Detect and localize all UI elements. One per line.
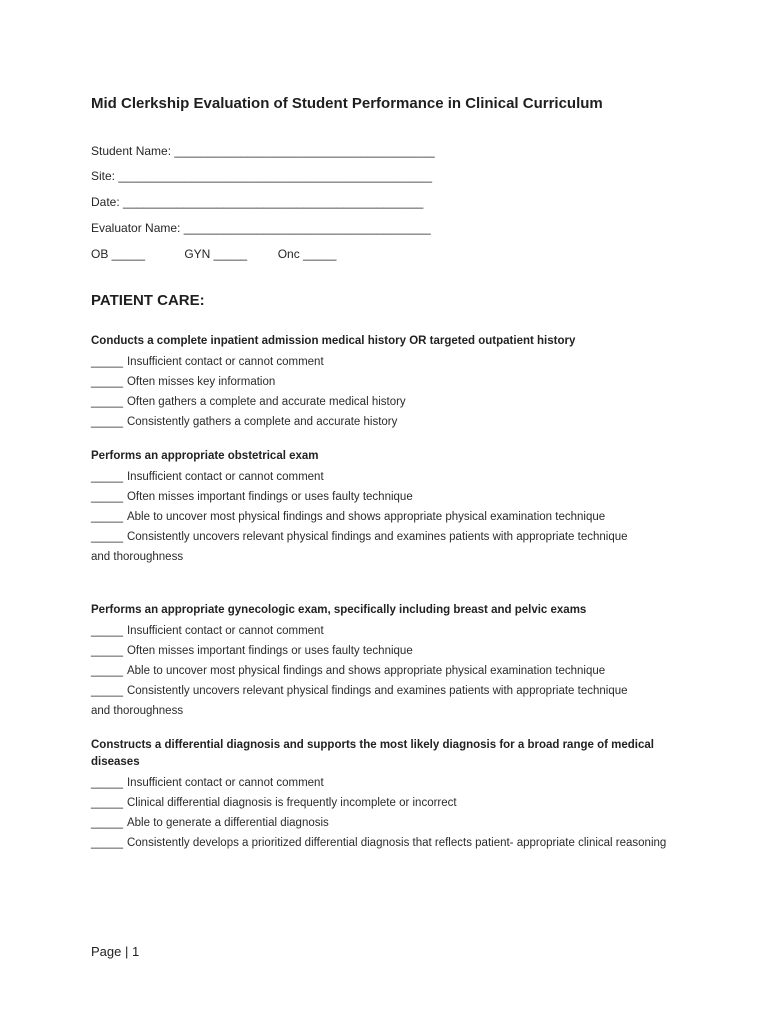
answer-blank[interactable]: _____	[91, 471, 123, 483]
site-label: Site:	[91, 169, 116, 183]
answer-text: Insufficient contact or cannot comment	[126, 625, 324, 637]
answer-option[interactable]	[91, 372, 691, 392]
answer-text: Consistently develops a prioritized differential diagnosis that reflects patient- appropriate clinical reasoning	[126, 837, 667, 849]
answer-blank[interactable]: _____	[91, 645, 123, 657]
answer-blank[interactable]: _____	[91, 797, 123, 809]
answer-option[interactable]	[91, 773, 691, 793]
answer-option[interactable]	[91, 392, 691, 412]
answer-text: Often misses key information	[126, 376, 276, 388]
answer-text: Insufficient contact or cannot comment	[126, 777, 324, 789]
site-blank[interactable]: _______________________________________________	[118, 169, 433, 183]
answer-blank[interactable]: _____	[91, 837, 123, 849]
answer-text: Insufficient contact or cannot comment	[126, 471, 324, 483]
question-obstetrical-exam	[91, 448, 691, 567]
answer-blank[interactable]: _____	[91, 356, 123, 368]
date-label: Date:	[91, 195, 120, 209]
answer-text: Often misses important findings or uses faulty technique	[126, 491, 413, 503]
answer-text: Clinical differential diagnosis is frequently incomplete or incorrect	[126, 797, 457, 809]
student-name-label: Student Name:	[91, 144, 172, 158]
question-differential-diagnosis	[91, 737, 691, 853]
rotation-ob[interactable]: OB _____	[91, 247, 146, 261]
question-title: Conducts a complete inpatient admission medical history OR targeted outpatient history	[91, 335, 576, 347]
site-field[interactable]	[91, 169, 432, 183]
answer-text: Often gathers a complete and accurate medical history	[126, 396, 406, 408]
answer-blank[interactable]: _____	[91, 376, 123, 388]
question-title: Performs an appropriate obstetrical exam	[91, 450, 319, 462]
rotation-onc[interactable]: Onc _____	[277, 247, 337, 261]
answer-text: Consistently gathers a complete and accurate history	[126, 416, 398, 428]
answer-text: Consistently uncovers relevant physical findings and examines patients with appropriate technique and thoroughness	[91, 531, 628, 563]
student-name-field[interactable]	[91, 144, 435, 158]
answer-option[interactable]	[91, 833, 681, 853]
date-blank[interactable]: _____________________________________________	[123, 195, 424, 209]
answer-option[interactable]	[91, 412, 691, 432]
answer-option[interactable]	[91, 527, 631, 567]
answer-blank[interactable]: _____	[91, 416, 123, 428]
answer-text: Consistently uncovers relevant physical findings and examines patients with appropriate technique and thoroughness	[91, 685, 628, 717]
answer-option[interactable]	[91, 352, 691, 372]
question-gynecologic-exam	[91, 602, 691, 721]
rotation-gyn[interactable]: GYN _____	[184, 247, 248, 261]
answer-blank[interactable]: _____	[91, 685, 123, 697]
answer-option[interactable]	[91, 467, 691, 487]
page-number: Page | 1	[91, 944, 140, 959]
answer-option[interactable]	[91, 641, 691, 661]
answer-text: Able to generate a differential diagnosis	[126, 817, 329, 829]
answer-blank[interactable]: _____	[91, 665, 123, 677]
answer-blank[interactable]: _____	[91, 777, 123, 789]
answer-option[interactable]	[91, 793, 691, 813]
answer-text: Insufficient contact or cannot comment	[126, 356, 324, 368]
answer-blank[interactable]: _____	[91, 511, 123, 523]
date-field[interactable]	[91, 195, 423, 209]
answer-text: Able to uncover most physical findings and shows appropriate physical examination technique	[126, 511, 606, 523]
answer-option[interactable]	[91, 507, 611, 527]
evaluator-name-blank[interactable]: _____________________________________	[183, 221, 431, 235]
answer-blank[interactable]: _____	[91, 625, 123, 637]
answer-blank[interactable]: _____	[91, 817, 123, 829]
question-title: Performs an appropriate gynecologic exam, specifically including breast and pelvic exams	[91, 604, 587, 616]
question-title: Constructs a differential diagnosis and supports the most likely diagnosis for a broad range of medical diseases	[91, 739, 654, 768]
answer-option[interactable]	[91, 681, 631, 721]
answer-blank[interactable]: _____	[91, 491, 123, 503]
answer-blank[interactable]: _____	[91, 531, 123, 543]
student-name-blank[interactable]: _______________________________________	[174, 144, 435, 158]
rotation-selection	[91, 247, 336, 261]
answer-option[interactable]	[91, 621, 691, 641]
answer-option[interactable]	[91, 813, 691, 833]
answer-text: Able to uncover most physical findings and shows appropriate physical examination technique	[126, 665, 606, 677]
document-title: Mid Clerkship Evaluation of Student Performance in Clinical Curriculum	[91, 95, 603, 112]
answer-text: Often misses important findings or uses faulty technique	[126, 645, 413, 657]
answer-option[interactable]	[91, 661, 691, 681]
evaluator-name-label: Evaluator Name:	[91, 221, 181, 235]
answer-blank[interactable]: _____	[91, 396, 123, 408]
section-heading-patient-care: PATIENT CARE:	[91, 292, 205, 309]
question-history	[91, 333, 691, 432]
evaluator-name-field[interactable]	[91, 221, 431, 235]
answer-option[interactable]	[91, 487, 691, 507]
